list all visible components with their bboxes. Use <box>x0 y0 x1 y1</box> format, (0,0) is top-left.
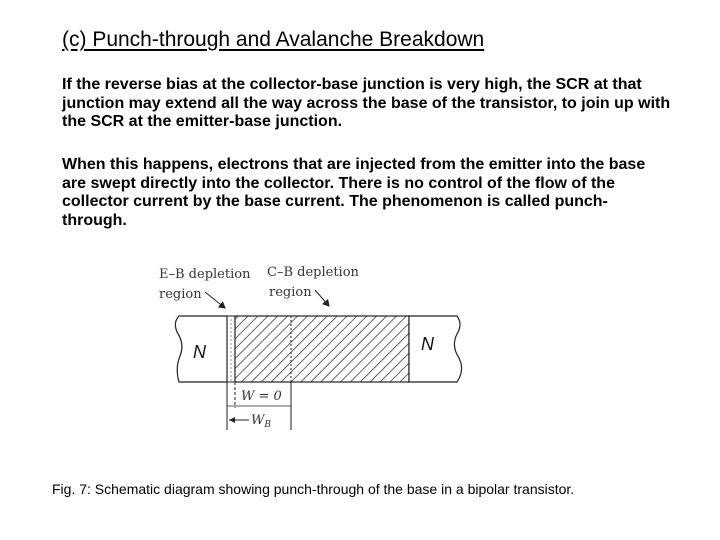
eb-depletion-strip <box>227 316 235 382</box>
eb-depletion-label-line2: region <box>159 287 202 302</box>
w-zero-label: W = 0 <box>241 389 282 404</box>
cb-depletion-label-line1: C–B depletion <box>267 265 359 280</box>
wb-arrowhead-left <box>229 417 235 423</box>
slide-title: (c) Punch-through and Avalanche Breakdown <box>62 28 485 51</box>
right-n-label: N <box>421 334 434 354</box>
eb-depletion-label-line1: E–B depletion <box>159 267 251 282</box>
cb-depletion-region <box>235 316 409 382</box>
paragraph-punch-through: When this happens, electrons that are injected from the emitter into the base are swept directly into the collector. There is no control of the flow of the collector current by the base current. The phenomenon is called punch-through. <box>62 156 646 229</box>
transistor-bar <box>175 316 461 382</box>
figure-caption: Fig. 7: Schematic diagram showing punch-through of the base in a bipolar transistor. <box>52 481 575 497</box>
eb-pointer-arrow <box>205 292 225 308</box>
cb-depletion-label-line2: region <box>269 285 312 300</box>
punch-through-diagram <box>157 258 467 433</box>
paragraph-scr-extension: If the reverse bias at the collector-base junction is very high, the SCR at that junction may extend all the way across the base of the transistor, to join up with the SCR at the emitter-base junction. <box>62 76 671 130</box>
left-n-label: N <box>193 342 206 362</box>
cb-pointer-arrow <box>315 290 329 306</box>
wb-label: $W_B$ <box>251 413 271 430</box>
right-n-region <box>409 316 462 382</box>
